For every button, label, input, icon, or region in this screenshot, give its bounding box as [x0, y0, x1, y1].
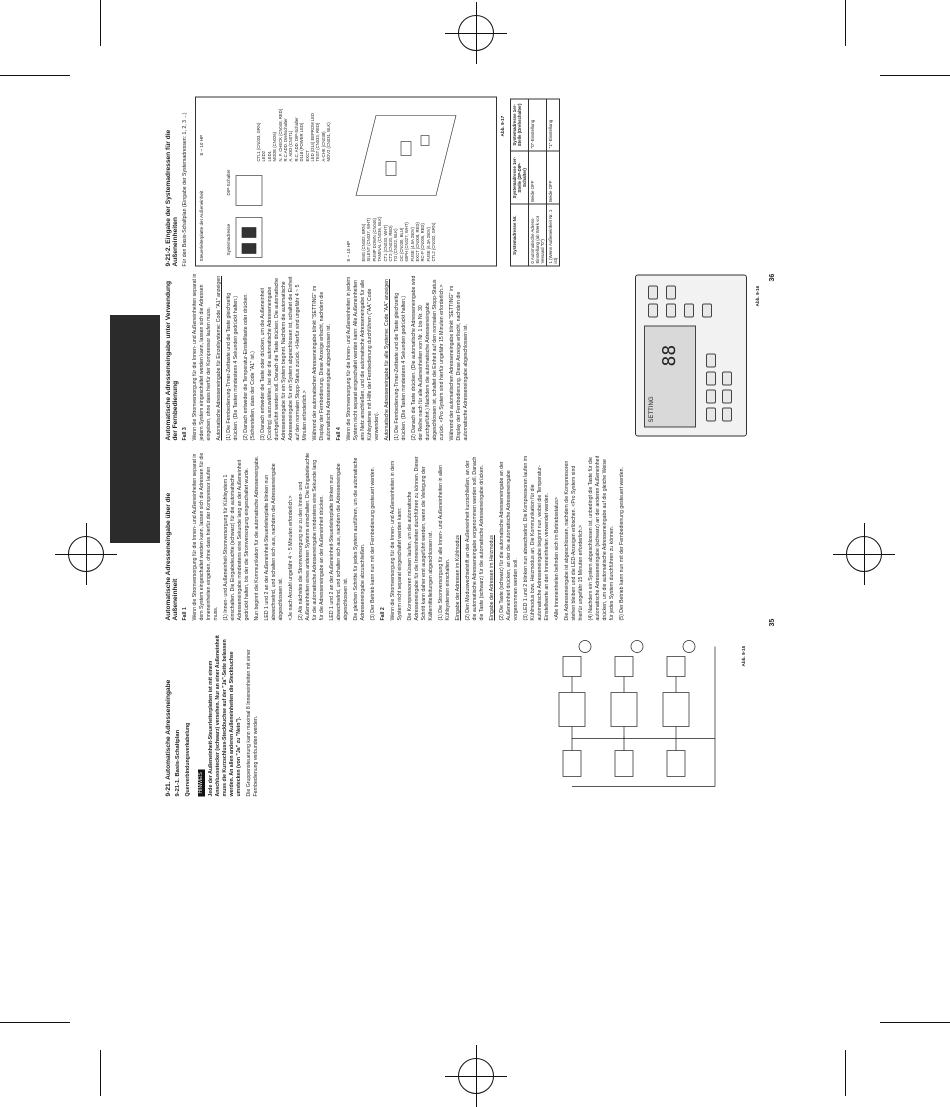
remote-button	[706, 372, 716, 386]
board-hp-label-2: 8 ~ 10 HP	[346, 240, 351, 262]
case1-step2: (2) Als nächstes die Stromversorgung nur zu den Innen- und Außeneinheiten eines anderen Systems einschalten. Die Eingabeleuchte für die automatische Adresseneingabe mindestens eine Sekunde lang für die Adresseneingabe an der Außeneinheit drücken.	[298, 452, 325, 621]
case1-start: Nun beginnt die Kommunikation für die automatische Adresseneingabe.	[254, 455, 260, 621]
case1-bullet: Wenn die Stromversorgung für die Innen- und Außeneinheiten separat in dem System eingeschaltet werden kann, lassen sich die Adressen für die Inneneinheiten eingeben, ohne dass hierfür der Kompressor laufen muss.	[192, 452, 219, 621]
crop-mark	[845, 1050, 846, 1096]
rotated-spread	[165, 92, 785, 797]
board-label: MODE (CN026)	[272, 131, 278, 162]
board-hp-label: 8 ~ 10 HP	[199, 134, 204, 156]
case2-cool-heading: Eingabe der Adressen im Kühlmodus	[455, 535, 461, 621]
case3-label: Fall 3	[182, 427, 188, 441]
board-label: CTL1 (CN033, GRN)	[256, 122, 261, 162]
board-label: A. ADD (CN071)	[288, 130, 294, 162]
case2-step4: (4) Nachdem ein System abgeschlossen ist, unbedingt die Taste für die automatische Adresseneingabe (schwarz) an der anderen Außeneinheit drücken, um die automatische Adresseneingabe auf die gleiche Weise für jedes System durchführen zu können.	[588, 455, 615, 621]
table-header: Systemadresse 1er-Stelle (Drehschalter)	[511, 99, 529, 151]
case2-done: Die Adresseneingabe ist abgeschlossen, nachdem die Kompressoren stehen bleiben und die LED-Anzeigen erlöschen. <Pro System sind hierfür ungefähr 15 Minuten erforderlich.>	[564, 460, 584, 621]
remote-lcd	[644, 326, 696, 428]
table-caption: Abb. 9-17	[500, 115, 505, 137]
case2-step5: (5) Der Betrieb kann nun mit der Fernbedienung gesteuert werden.	[619, 467, 625, 621]
board-label: TEST (CN033, RED)	[315, 122, 321, 162]
board-label: CT1 (CN033, WHT)	[382, 224, 388, 262]
board-label: SILENT (CN037, WHT)	[366, 218, 372, 262]
system-address-table	[510, 99, 560, 267]
board-label: LED (D14) EEPROM LED	[310, 113, 316, 162]
wiring-diagram-svg	[555, 629, 755, 797]
case1-step3: (3) Der Betrieb kann nun mit der Fernbedienung gesteuert werden.	[370, 467, 376, 621]
wiring-diagram	[555, 629, 755, 797]
remote-button	[706, 408, 716, 422]
registration-mark-bottom	[458, 1058, 494, 1094]
case3-step3: (3) Danach entweder die Taste oder drücken, um die Außeneinheit (Cooling) auszuwählen, bei der die automatische Adresseneingabe durchgeführt werden soll. Danach die Taste drücken. Die automatische Adresseneingabe für ein System beginnt. Nachdem die automatische Adresseneingabe für ein System abgeschlossen ist, schaltet die Einheit auf den normalen Stopp-Status zurück. <Hierfür sind ungefähr 4 ~ 5 Minuten erforderlich.>	[260, 276, 308, 441]
group-note: Die Gruppensteuerung kann maximal 8 Inneneinheiten mit einer Fernbedienung verbunden werden.	[246, 649, 259, 797]
case3-bullet: Wenn die Stromversorgung für die Innen- und Außeneinheiten separat in jedem System eingeschaltet werden kann, lassen sich die Adressen eingeben, ohne dass hierfür der Kompressor laufen muss.	[192, 273, 212, 441]
case4-code: Automatische Adresseneingabe für alle Systeme: Code "AA" anzeigen	[384, 279, 390, 441]
registration-mark-left	[68, 536, 104, 572]
crop-mark	[100, 0, 101, 46]
board-label: PUMP DOWN (CN046)	[371, 218, 377, 262]
case1-time: <Je nach Anzahl ungefähr 4 ~ 5 Minuten erforderlich.>	[288, 495, 294, 621]
case2-cool-step: (2) Den Moduswechselstift an der Außeneinheit kurzschließen, an der die automatische Adresseneingabe vorgenommen werden soll. Danach die Taste (schwarz) für die automatische Adresseneingabe drücken.	[465, 456, 485, 621]
table-row	[529, 99, 547, 266]
board-label: LED1	[266, 151, 272, 162]
remote-button	[702, 304, 712, 318]
table-cell: Beide OFF	[529, 151, 547, 205]
case2-all: <Alle Inneneinheiten befinden sich im Betriebsstatus>	[554, 497, 560, 621]
dip-switch-label: DIP-Schalter	[226, 169, 231, 196]
case2-step3: (3) LED 1 und 2 blinken nun abwechselnd. Die Kompressoren laufen im Kühlmodus bzw. Heizmodus an. Die Kommunikation für die automatische Adresseneingabe beginnt nun, wobei die Temperatur-Einstellwerte an den Inneneinheiten verwendet werden.	[523, 455, 550, 621]
crop-mark	[100, 1050, 101, 1096]
case2-step1: (1) Die Stromversorgung für alle Innen- und Außeneinheiten in allen Kühlsystemen einschalten.	[438, 465, 451, 621]
board-label: R.C. ADD. DIP-Schalter	[293, 117, 299, 162]
figure-caption: Abb. 9-15	[741, 645, 746, 667]
case3-step2: (2) Danach entweder die Temperatur-Einstelltaste oder drücken. (Sicherstellen, dass der Code "A1" ist.)	[243, 293, 256, 441]
case1-led: LED 1 und 2 an der Außeneinheit-Steuerleiterplatte blinken nun abwechselnd, und schalten sich aus, nachdem die Adresseneingabe abgeschlossen ist.	[264, 463, 284, 621]
lcd-setting-text: SETTING	[649, 396, 655, 423]
remote-button	[706, 390, 716, 404]
board-label: FUSE (6.3A 250V)	[425, 227, 431, 262]
case1-step1: (1) Innen- und Außeneinheit-Stromversorgung für Kühlsystem 1 einschalten. Die Eingabeleuchte (schwarz) für die automatische Adresseneingabe mindestens eine Sekunde lang an der Außeneinheit gedrückt halten, bis der die Stromversorgung eingeschaltet wurde.	[223, 459, 250, 621]
crop-mark	[845, 0, 846, 46]
board-label: N. F. CHECK (CN048, RED)	[277, 108, 283, 162]
wiring-bullet: Querverbindungsverkabelung	[185, 722, 191, 797]
board-label: D118 (POWER LED)	[299, 122, 305, 162]
registration-mark-right	[846, 536, 882, 572]
case4-setting: Während der automatischen Adresseneingabe blinkt "SETTING" im Display der Fernbedienung. Diese Anzeige erlischt, nachdem die automatische Adresseneingabe abgeschlossen ist.	[449, 285, 469, 441]
crop-mark	[0, 1022, 70, 1023]
board-label: EMG (CN002, BRN)	[361, 223, 366, 262]
table-row	[547, 99, 560, 266]
crop-mark	[880, 75, 950, 76]
remote-button	[666, 286, 676, 300]
board-label: TO (CN022, BLK)	[393, 228, 399, 262]
case2-heat-step: (2) Die Taste (schwarz) für die automatische Adresseneingabe an der Außeneinheit drücken, an der die automatische Adresseneingabe vorgenommen werden soll.	[499, 461, 519, 621]
remote-button	[648, 286, 658, 300]
page-number-right: 36	[769, 273, 776, 282]
case4-label: Fall 4	[336, 427, 342, 441]
remote-control-figure	[635, 275, 747, 437]
board-label: OC (CN030, BLU)	[398, 227, 404, 262]
case2-note: Die Kompressoren müssen laufen, um die automatische Adresseneingabe für die Inneneinheiten durchführen zu können. Dieser Schritt kann daher erst ausgeführt werden, wenn die Verlegung der Kältemittelleitungen abgeschlossen ist.	[407, 456, 434, 621]
board-label: TAMINAL (CN036, BLK)	[377, 216, 383, 262]
board-label: MOV2 (CN031, BLK)	[326, 122, 332, 162]
board-svg	[196, 98, 496, 266]
case4-step1: (1) Die Fernbedienung-Timer-Zeittaste und die Taste gleichzeitig drücken. (Die Tasten mindestens 4 Sekunden gedrückt halten.)	[394, 292, 407, 441]
hint-badge: HINWEIS	[198, 769, 205, 796]
case3-step1: (1) Die Fernbedienung-Timer-Zeittaste und die Taste gleichzeitig drücken. (Die Tasten mindestens 4 Sekunden gedrückt halten.)	[226, 292, 239, 441]
crop-mark	[0, 75, 70, 76]
remote-button	[722, 390, 732, 404]
page-number-left: 35	[769, 618, 776, 627]
system-address-label: Systemadresse	[226, 223, 231, 256]
table-cell: "0"-Einstellung	[529, 99, 547, 151]
rotated-content	[165, 92, 785, 797]
hint-text: Jede der Außeneinheit-Steuerleiterplatten ist mit einem Anschlussstecker (schwarz) versehen. Nur an einer Außeneinheit muss die Kurzschluss-Steckbuchse auf der "Ja"-Seite belassen werden. An allen anderen Außeneinheiten die Steckbuchse umstecken (von "Ja" zu "Nein").	[208, 635, 242, 797]
remote-button	[648, 304, 658, 318]
table-cell: 1 (Wenn Außeneinheit Nr. 1 ist)	[547, 204, 560, 266]
remote-button	[684, 304, 694, 318]
board-label: R.C.ADD. Drehschalter	[283, 118, 289, 162]
subsection-title: 9-21-1. Basis-Schaltplan	[175, 729, 181, 797]
table-cell: Beide OFF	[547, 151, 560, 205]
remote-button	[722, 372, 732, 386]
case4-step2: (2) Danach die Taste drücken. (Die automatische Adresseneingabe wird der Reihe nach für alle Außeneinheiten von Nr. 1 bis Nr. 30 durchgeführt.) Nachdem die automatische Adresseneingabe abgeschlossen ist, schaltet die Einheit auf den normalen Stopp-Status zurück. <Pro System sind hierfür ungefähr 15 Minuten erforderlich.>	[411, 275, 445, 441]
case3-code: Automatische Adresseneingabe für Einzelsysteme: Code "A1" anzeigen	[216, 275, 222, 441]
table-header: Systemadresse Nr.	[511, 204, 529, 266]
outdoor-board-figure	[195, 97, 497, 267]
board-label: CT2 (CN020, RED)	[388, 225, 394, 262]
col4-intro: Für den Basis-Schaltplan (Eingabe der Systemadressen: 1, 2, 3 ...)	[182, 112, 188, 267]
table-cell: 0 Automatische Adress-Einstellung (ab Werk vor Versand "0")	[529, 204, 547, 266]
board-label: FUSE (4.5A 250V)	[409, 227, 415, 262]
col2-title: Automatische Adresseneingabe über die Außeneinheit	[165, 492, 179, 621]
remote-figure-caption: Abb. 9-16	[755, 285, 760, 307]
remote-button	[722, 408, 732, 422]
case1-led2: LED 1 und 2 an der Außeneinheit-Steuerleiterplatte blinken nun abwechselnd, und schalten sich aus, nachdem die Adresseneingabe abgeschlossen ist.	[329, 463, 349, 621]
case2-label: Fall 2	[380, 607, 386, 621]
case2-heat-heading: Eingabe der Adressen im Heizmodus	[489, 535, 495, 621]
col3-title: Automatische Adresseneingabe unter Verwendung der Fernbedienung	[165, 280, 179, 441]
table-header-row	[511, 99, 529, 266]
column-outdoor-addressing	[165, 453, 765, 621]
registration-mark-top	[458, 15, 494, 51]
board-label-list-2	[256, 100, 332, 162]
board-label: EXCT (CN008, RED)	[415, 222, 421, 262]
board-label: EXCT	[304, 150, 310, 162]
board-label: A-CHK (CN038)	[320, 131, 326, 162]
lcd-digits: 88	[659, 344, 680, 367]
chapter-tab	[110, 315, 160, 543]
board-label: RC-P (CN006, RED)	[420, 223, 426, 262]
table-cell: "1"-Einstellung	[547, 99, 560, 151]
case3-setting: Während der automatischen Adresseneingabe blinkt "SETTING" im Display der Fernbedienung. Diese Anzeige erlischt, nachdem die automatische Adresseneingabe abgeschlossen ist.	[312, 285, 332, 441]
case4-bullet: Wenn die Stromversorgung für die Innen- und Außeneinheiten in jedem System nicht separat eingeschaltet werden kann: Alle Außeneinheiten ans Netz anschließen, und die automatische Adresseneingabe für alle Kühlsysteme mit Hilfe der Fernbedienung durchführen ("AA" Code verwenden).	[346, 276, 380, 441]
board-label: LED2	[261, 151, 267, 162]
case1-repeat: Die gleichen Schritte für jedes System ausführen, um die automatische Adresseneingabe abzuschließen.	[353, 457, 366, 621]
case1-label: Fall 1	[182, 607, 188, 621]
board-label-list	[361, 200, 437, 262]
case2-bullet: Wenn die Stromversorgung für die Innen- und Außeneinheiten in dem System nicht separat eingeschaltet werden kann:	[390, 460, 403, 621]
col4-title: 9-21-2. Eingabe der Systemadressen für die Außeneinheiten	[165, 129, 179, 267]
remote-button	[666, 304, 676, 318]
board-box-title: Steuerleiterplatte der Außeneinheit	[199, 190, 204, 262]
section-title: 9-21. Automatische Adresseneingabe	[165, 679, 172, 797]
remote-button	[706, 354, 716, 368]
crop-mark	[880, 1022, 950, 1023]
table-header: Systemadresse 1er-Stelle (2P-DIP-Schalter)	[511, 151, 529, 205]
board-label: CTL2 (CN032, GRN)	[431, 222, 437, 262]
board-label: 60PH (CN027, WHT)	[404, 222, 410, 262]
